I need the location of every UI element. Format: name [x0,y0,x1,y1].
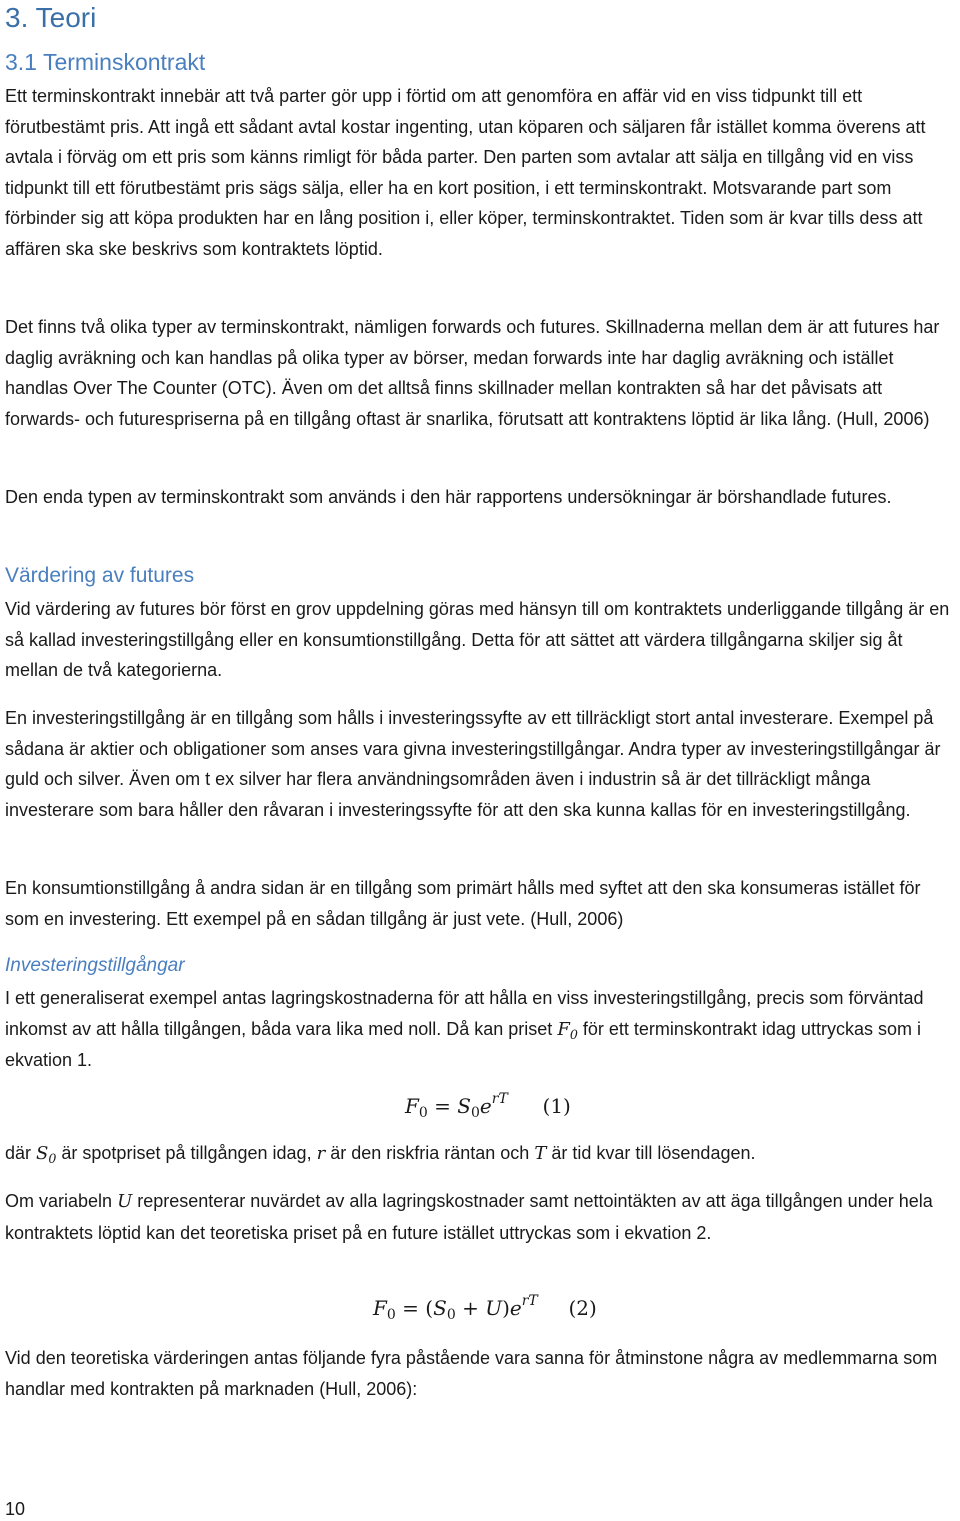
paragraph-valuation-intro: Vid värdering av futures bör först en grov uppdelning göras med hänsyn till om kontraktets underliggande tillgång är en så kallad investeringstillgång eller en konsumtionstillgång. Detta för att sättet att värdera tillgångarna skiljer sig åt mellan de två kategorierna. [5,599,950,681]
equation-2: $F_0 = (S_0 + U)e^{rT}$ (2) [373,1293,597,1324]
page-number: 10 [5,1499,26,1519]
subheading-investment-assets: Investeringstillgångar [5,955,185,976]
symbol-f0: $F_0$ [557,1018,578,1042]
paragraph-assumptions-intro: Vid den teoretiska värderingen antas följande fyra påstående vara sanna för åtminstone några av medlemmarna som handlar med kontrakten på marknaden (Hull, 2006): [5,1348,938,1399]
paragraph-general-example [5,983,957,1076]
equation-2-number: (2) [568,1296,597,1320]
subheading-valuation: Värdering av futures [5,564,195,587]
paragraph-text-after-symbol: för ett terminskontrakt idag uttryckas som i ekvation 1. [5,1018,921,1071]
symbol-u: U [117,1191,133,1212]
paragraph-consumption-asset: En konsumtionstillgång å andra sidan är en tillgång som primärt hålls med syftet att den ska konsumeras istället för som en investering. Ett exempel på en sådan tillgång är just vete. (Hull, 2006) [5,878,921,929]
symbol-r: r [316,1143,326,1164]
section-title: 3.1 Terminskontrakt [5,49,206,75]
equation-1: $F_0 = S_0e^{rT}$ (1) [405,1091,571,1122]
paragraph-forward-definition: Ett terminskontrakt innebär att två parter gör upp i förtid om att genomföra en affär vid en viss tidpunkt till ett förutbestämt pris. Att ingå ett sådant avtal kostar ingenting, utan köparen och säljaren får istället komma överens att avtala i förväg om ett pris som känns rimligt för båda parter. Den parten som avtalar att sälja en tillgång vid en viss tidpunkt till ett förutbestämt pris sägs sälja, eller ha en kort position, i ett terminskontrakt. Motsvarande part som förbinder sig att köpa produkten har en lång position i, eller köper, terminskontraktet. Tiden som är kvar tills dess att affären ska ske beskrivs som kontraktets löptid. [5,86,926,259]
equation-1-number: (1) [542,1094,571,1118]
paragraph-exchange-traded: Den enda typen av terminskontrakt som används i den här rapportens undersökningar är börshandlade futures. [5,487,892,507]
symbol-t: T [534,1143,547,1164]
paragraph-equation-1-legend: där $S_0$ är spotpriset på tillgången idag, r är den riskfria räntan och T är tid kvar till lösendagen. [5,1143,756,1166]
paragraph-storage-cost: Om variabeln U representerar nuvärdet av alla lagringskostnader samt nettointäkten av att äga tillgången under hela kontraktets löptid kan det teoretiska priset på en future istället uttryckas som i ekvation 2. [5,1191,933,1243]
symbol-s0: $S_0$ [36,1143,57,1166]
paragraph-investment-asset: En investeringstillgång är en tillgång som hålls i investeringssyfte av ett tillräckligt stort antal investerare. Exempel på sådana är aktier och obligationer som anses vara givna investeringstillgångar. Andra typer av investeringstillgångar är guld och silver. Även om t ex silver har flera användningsområden även i industrin så är det tillräckligt många investerare som bara håller den råvaran i investeringssyfte för att den ska kunna kallas för en investeringstillgång. [5,708,941,820]
paragraph-forwards-vs-futures: Det finns två olika typer av terminskontrakt, nämligen forwards och futures. Skillnaderna mellan dem är att futures har daglig avräkning och kan handlas på olika typer av börser, medan forwards inte har daglig avräkning och istället handlas Over The Counter (OTC). Även om det alltså finns skillnader mellan kontrakten så har det påvisats att forwards- och futurespriserna på en tillgång oftast är snarlika, förutsatt att kontraktens löptid är lika lång. (Hull, 2006) [5,317,940,429]
chapter-title: 3. Teori [5,2,97,33]
paragraph-text-before-symbol: I ett generaliserat exempel antas lagringskostnaderna för att hålla en viss investeringstillgång, precis som förväntad inkomst av att hålla tillgången, båda vara lika med noll. Då kan priset [5,988,924,1039]
